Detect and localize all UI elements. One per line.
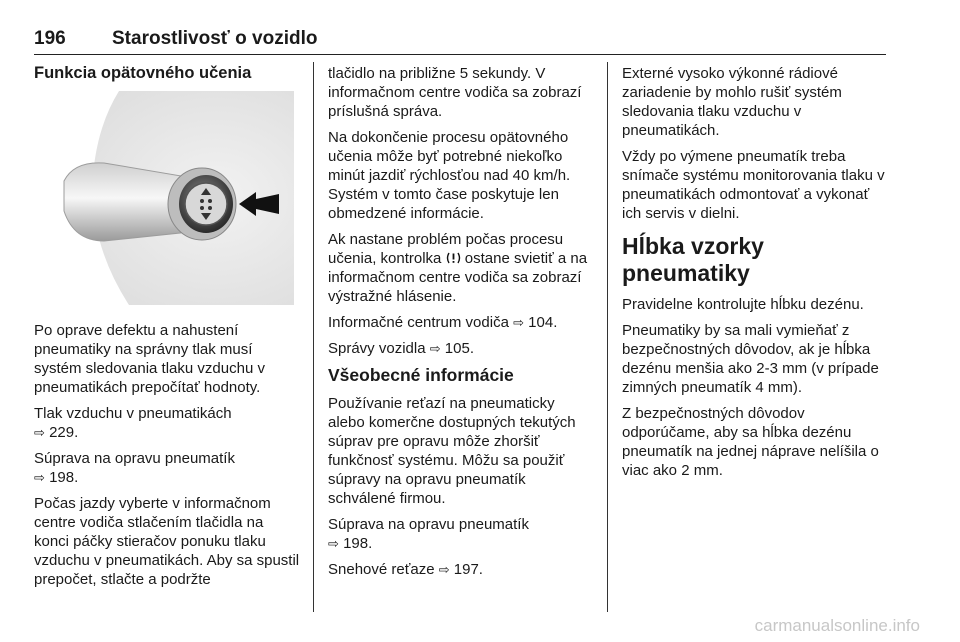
paragraph: Po oprave defektu a nahustení pneumatiky na správny tlak musí systém sledovania tlaku vzduchu v pneumatikách prepočítať hodnoty. <box>34 322 265 396</box>
ref-arrow-icon: ⇨ <box>34 470 45 485</box>
paragraph: Správy vozidla ⇨ 105. <box>328 340 474 357</box>
page-title: Starostlivosť o vozidlo <box>112 28 318 49</box>
paragraph: Na dokončenie procesu opätovného učenia môže byť potrebné niekoľko minút jazdiť rýchlosťou nad 40 km/h. Systém v tomto čase poskytuje len obmedzené informácie. <box>328 129 571 222</box>
ref-arrow-icon: ⇨ <box>34 425 45 440</box>
page-ref-link[interactable]: 197. <box>453 561 483 578</box>
paragraph: Súprava na opravu pneumatík ⇨ 198. <box>328 516 529 552</box>
paragraph: Pneumatiky by sa mali vymieňať z bezpečnostných dôvodov, ak je hĺbka dezénu menšia ako 2-3 mm (v prípade zimných pneumatík 4 mm). <box>622 322 879 396</box>
paragraph: Externé vysoko výkonné rádiové zariadenie by mohlo rušiť systém sledovania tlaku vzduchu v pneumatikách. <box>622 65 842 139</box>
paragraph: Vždy po výmene pneumatík treba snímače systému monitorovania tlaku v pneumatikách odmontovať a vykonať ich servis v dielni. <box>622 148 885 222</box>
section-heading: Hĺbka vzorky pneumatiky <box>622 233 764 286</box>
page-header <box>34 28 886 55</box>
column-left <box>34 64 300 596</box>
paragraph: Snehové reťaze ⇨ 197. <box>328 561 483 578</box>
page-ref-link[interactable]: 198. <box>49 469 79 486</box>
page-ref-link[interactable]: 229. <box>49 424 79 441</box>
watermark: carmanualsonline.info <box>754 616 920 635</box>
tpms-stalk-button-illustration <box>34 91 294 305</box>
paragraph: tlačidlo na približne 5 sekundy. V informačnom centre vodiča sa zobrazí príslušná správa. <box>328 65 582 120</box>
paragraph: Ak nastane problém počas procesu učenia, kontrolka ostane svietiť a na informačnom centre vodiča sa zobrazí výstražné hlásenie. <box>328 231 588 305</box>
ref-arrow-icon: ⇨ <box>429 341 441 356</box>
page-ref-link[interactable]: 104. <box>528 314 558 331</box>
ref-arrow-icon: ⇨ <box>513 315 524 330</box>
tpms-stalk-figure <box>34 91 294 305</box>
page-ref-link[interactable]: 198. <box>343 535 373 552</box>
page-ref-link[interactable]: 105. <box>444 340 474 357</box>
paragraph: Súprava na opravu pneumatík ⇨ 198. <box>34 450 235 486</box>
paragraph: Počas jazdy vyberte v informačnom centre vodiča stlačením tlačidla na konci páčky stieračov ponuku tlaku vzduchu v pneumatikách. Aby sa spustil prepočet, stlačte a podržte <box>34 495 300 588</box>
column-middle <box>328 64 592 586</box>
paragraph: Používanie reťazí na pneumaticky alebo komerčne dostupných tekutých súprav pre opravu môže zhoršiť funkčnosť systému. Môžu sa použiť súpravy na opravu pneumatík schválené firmou. <box>328 395 576 507</box>
ref-arrow-icon: ⇨ <box>328 536 339 551</box>
paragraph: Pravidelne kontrolujte hĺbku dezénu. <box>622 296 864 313</box>
column-right <box>622 64 892 487</box>
column-divider <box>607 62 608 612</box>
paragraph: Tlak vzduchu v pneumatikách ⇨ 229. <box>34 405 232 441</box>
paragraph: Z bezpečnostných dôvodov odporúčame, aby sa hĺbka dezénu pneumatík na jednej náprave nelíšila o viac ako 2 mm. <box>622 405 879 479</box>
subsection-heading: Všeobecné informácie <box>328 365 514 385</box>
column-divider <box>313 62 314 612</box>
ref-arrow-icon: ⇨ <box>438 562 450 577</box>
page-number: 196 <box>34 28 66 49</box>
paragraph: Informačné centrum vodiča ⇨ 104. <box>328 314 558 331</box>
tpms-warning-icon <box>446 251 461 265</box>
section-heading: Funkcia opätovného učenia <box>34 64 252 82</box>
